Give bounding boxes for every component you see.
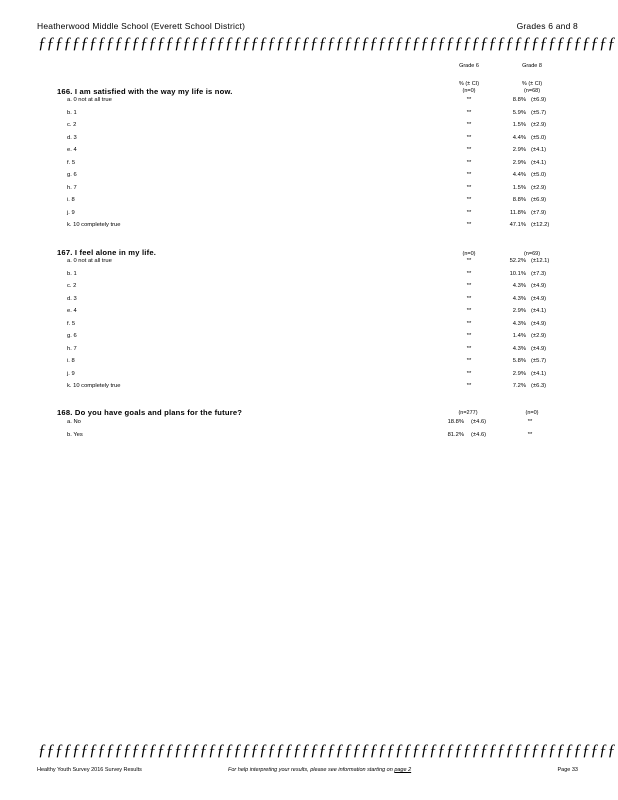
footer-help-text: [228, 767, 411, 773]
table-row: [0, 346, 618, 358]
column-header-grade8: Grade 8: [522, 63, 542, 69]
grade8-percent: 7.2%: [512, 383, 526, 389]
grade6-value: **: [466, 270, 472, 277]
grade8-ci: (±2.9): [531, 333, 547, 339]
table-row: [0, 419, 618, 431]
grade8-ci: (±12.2): [531, 222, 550, 228]
grade8-percent: 5.8%: [512, 358, 526, 364]
n-grade8-q167: (n=69): [523, 251, 541, 257]
grade6-ci: (±4.6): [471, 431, 487, 438]
row-label: b. Yes: [67, 431, 83, 438]
grade6-value: **: [466, 370, 472, 377]
grade6-value: **: [466, 159, 472, 166]
table-row: [0, 122, 618, 134]
grade8-percent: 4.3%: [512, 345, 526, 352]
row-label: i. 8: [67, 358, 75, 364]
footer-page-number: Page 33: [557, 767, 578, 773]
grade8-percent: 4.3%: [512, 283, 526, 289]
row-label: i. 8: [67, 197, 75, 203]
n-grade6-q166: (n=0): [462, 88, 476, 94]
question-title: 166. I am satisfied with the way my life is now.: [57, 87, 233, 96]
grade8-ci: (±7.9): [531, 209, 547, 216]
question-title: 167. I feel alone in my life.: [57, 248, 157, 257]
grade8-ci: (±4.9): [531, 295, 547, 302]
row-label: b. 1: [67, 270, 77, 277]
table-row: [0, 222, 618, 234]
grade6-value: **: [466, 222, 472, 228]
table-row: [0, 110, 618, 122]
table-row: [0, 258, 618, 270]
grade8-percent: 4.4%: [512, 172, 526, 178]
grade8-ci: (±2.9): [531, 184, 547, 191]
n-grade6-q168: (n=277): [458, 410, 478, 416]
row-label: h. 7: [67, 184, 77, 191]
grade8-ci: (±4.1): [531, 308, 547, 314]
grade6-percent: 18.8%: [447, 419, 464, 425]
grade6-value: **: [466, 109, 472, 116]
n-grade8-q168: (n=0): [525, 410, 539, 416]
decorative-divider-bottom: ƒƒƒƒƒƒƒƒƒƒƒƒƒƒƒƒƒƒƒƒƒƒƒƒƒƒƒƒƒƒƒƒƒƒƒƒƒƒƒƒƒƒƒƒƒƒƒƒƒƒƒƒƒƒƒƒƒƒƒƒƒƒƒƒƒƒƒƒ: [38, 742, 616, 759]
grade8-percent: 2.9%: [512, 308, 526, 314]
row-label: b. 1: [67, 109, 77, 116]
row-label: g. 6: [67, 333, 77, 339]
grade8-ci: (±4.9): [531, 283, 547, 289]
grade8-ci: (±5.0): [531, 134, 547, 141]
row-label: c. 2: [67, 283, 77, 289]
row-label: f. 5: [67, 320, 76, 327]
grade6-value: **: [466, 209, 472, 216]
row-label: h. 7: [67, 345, 77, 352]
grade8-percent: 2.9%: [512, 147, 526, 153]
grade8-percent: 2.9%: [512, 159, 526, 166]
table-row: [0, 432, 618, 444]
footer-help-label: For help interpreting your results, please see information starting on: [228, 767, 395, 773]
grade8-percent: 11.8%: [509, 209, 526, 216]
table-row: [0, 371, 618, 383]
grade8-ci: (±4.9): [531, 320, 547, 327]
row-label: k. 10 completely true: [67, 383, 121, 389]
grade8-ci: (±7.3): [531, 270, 547, 277]
column-header-pct-ci-g8: % (± CI): [521, 81, 543, 87]
grade8-percent: 1.5%: [512, 184, 526, 191]
table-row: [0, 333, 618, 345]
grade6-value: **: [466, 97, 472, 103]
grade6-value: **: [466, 197, 472, 203]
table-row: [0, 135, 618, 147]
grade6-value: **: [466, 172, 472, 178]
grade8-ci: (±4.9): [531, 345, 547, 352]
grade8-percent: 4.3%: [512, 295, 526, 302]
table-row: [0, 283, 618, 295]
row-label: c. 2: [67, 122, 77, 128]
row-label: d. 3: [67, 134, 77, 141]
grade8-percent: 5.9%: [512, 109, 526, 116]
table-row: [0, 160, 618, 172]
grade8-percent: 52.2%: [509, 258, 526, 264]
n-grade6-q167: (n=0): [462, 251, 476, 257]
grade8-percent: 4.4%: [512, 134, 526, 141]
table-row: [0, 210, 618, 222]
grade6-value: **: [466, 184, 472, 191]
grade6-value: **: [466, 358, 472, 364]
grade6-ci: (±4.6): [471, 419, 487, 425]
table-row: [0, 308, 618, 320]
row-label: a. 0 not at all true: [67, 97, 112, 103]
grade6-value: **: [466, 258, 472, 264]
grade8-ci: (±6.9): [531, 197, 547, 203]
grade6-value: **: [466, 333, 472, 339]
report-header-grades: Grades 6 and 8: [516, 21, 578, 31]
row-label: g. 6: [67, 172, 77, 178]
grade8-ci: (±6.3): [531, 383, 547, 389]
grade8-ci: (±4.1): [531, 370, 547, 377]
table-row: [0, 197, 618, 209]
grade6-value: **: [466, 320, 472, 327]
grade6-value: **: [466, 295, 472, 302]
grade8-ci: (±5.7): [531, 109, 547, 116]
grade8-ci: (±4.1): [531, 159, 547, 166]
grade8-value: **: [527, 419, 533, 425]
grade8-percent: 1.4%: [512, 333, 526, 339]
row-label: k. 10 completely true: [67, 222, 121, 228]
grade8-ci: (±4.1): [531, 147, 547, 153]
grade6-value: **: [466, 308, 472, 314]
grade8-percent: 47.1%: [509, 222, 526, 228]
column-header-grade6: Grade 6: [459, 63, 479, 69]
grade8-ci: (±12.1): [531, 258, 550, 264]
footer-survey-name: Healthy Youth Survey 2016 Survey Results: [37, 767, 142, 773]
table-row: [0, 185, 618, 197]
grade6-percent: 81.2%: [447, 431, 464, 438]
grade8-percent: 10.1%: [509, 270, 526, 277]
row-label: d. 3: [67, 295, 77, 302]
grade8-percent: 1.5%: [512, 122, 526, 128]
grade8-ci: (±2.9): [531, 122, 547, 128]
grade6-value: **: [466, 134, 472, 141]
row-label: j. 9: [67, 370, 75, 377]
column-header-pct-ci-g6: % (± CI): [458, 81, 480, 87]
row-label: j. 9: [67, 209, 75, 216]
row-label: e. 4: [67, 147, 77, 153]
grade8-percent: 4.3%: [512, 320, 526, 327]
grade8-ci: (±6.9): [531, 97, 547, 103]
table-row: [0, 147, 618, 159]
table-row: [0, 97, 618, 109]
row-label: e. 4: [67, 308, 77, 314]
table-row: [0, 321, 618, 333]
grade8-ci: (±5.7): [531, 358, 547, 364]
report-header-school: Heatherwood Middle School (Everett School District): [37, 21, 246, 31]
grade6-value: **: [466, 345, 472, 352]
table-row: [0, 271, 618, 283]
grade8-value: **: [527, 431, 533, 438]
grade6-value: **: [466, 283, 472, 289]
grade8-percent: 2.9%: [512, 370, 526, 377]
grade6-value: **: [466, 147, 472, 153]
row-label: a. No: [67, 419, 81, 425]
table-row: [0, 172, 618, 184]
question-title: 168. Do you have goals and plans for the future?: [57, 408, 243, 417]
grade6-value: **: [466, 122, 472, 128]
table-row: [0, 296, 618, 308]
row-label: f. 5: [67, 159, 76, 166]
n-grade8-q166: (n=68): [523, 88, 541, 94]
grade8-percent: 8.8%: [512, 197, 526, 203]
grade6-value: **: [466, 383, 472, 389]
table-row: [0, 383, 618, 395]
grade8-ci: (±5.0): [531, 172, 547, 178]
footer-page-link[interactable]: page 2: [394, 767, 412, 773]
grade8-percent: 8.8%: [512, 97, 526, 103]
row-label: a. 0 not at all true: [67, 258, 112, 264]
table-row: [0, 358, 618, 370]
decorative-divider-top: ƒƒƒƒƒƒƒƒƒƒƒƒƒƒƒƒƒƒƒƒƒƒƒƒƒƒƒƒƒƒƒƒƒƒƒƒƒƒƒƒƒƒƒƒƒƒƒƒƒƒƒƒƒƒƒƒƒƒƒƒƒƒƒƒƒƒƒƒ: [38, 35, 616, 52]
